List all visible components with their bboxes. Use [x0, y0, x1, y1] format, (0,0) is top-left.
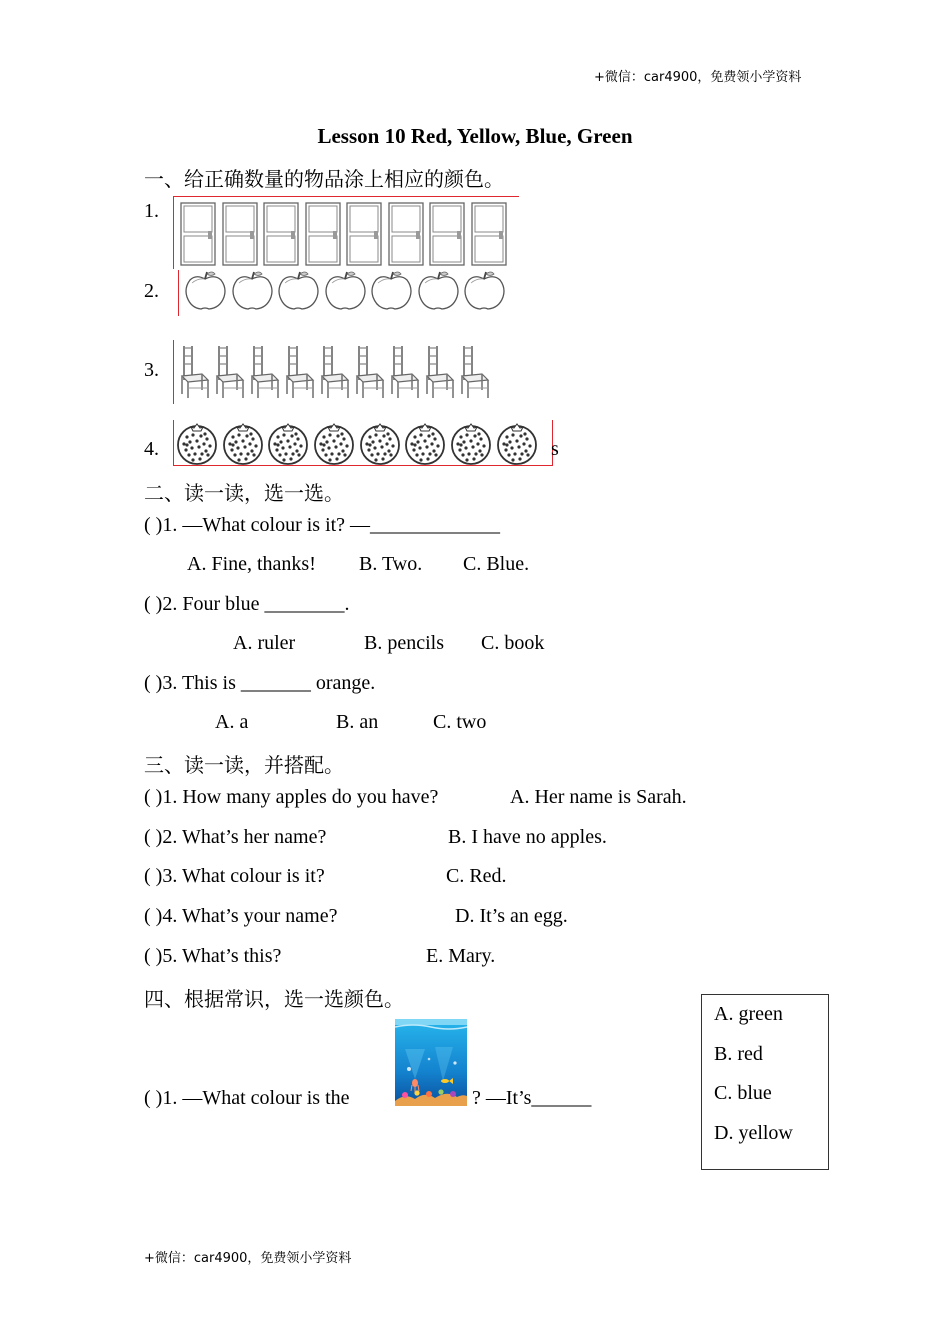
- chair-row: [178, 344, 493, 400]
- section2-heading: 二、读一读，选一选。: [144, 481, 344, 505]
- door-icon: [263, 202, 299, 266]
- chair-icon: [178, 344, 210, 400]
- s3-question-2: ( )2. What’s her name?: [144, 826, 327, 848]
- s2-q1-option-c: C. Blue.: [463, 553, 530, 575]
- s2-q2-option-a: A. ruler: [233, 632, 296, 654]
- s3-answer-a: A. Her name is Sarah.: [510, 786, 687, 808]
- s2-q1-option-b: B. Two.: [359, 553, 423, 575]
- apple-icon: [417, 270, 460, 312]
- s3-question-5: ( )5. What’s this?: [144, 945, 282, 967]
- s3-question-3: ( )3. What colour is it?: [144, 865, 325, 887]
- s3-answer-c: C. Red.: [446, 865, 507, 887]
- row2-frame: [178, 270, 180, 316]
- door-icon: [346, 202, 382, 266]
- chair-icon: [458, 344, 490, 400]
- s3-answer-b: B. I have no apples.: [448, 826, 607, 848]
- orange-icon: [312, 423, 356, 465]
- apple-icon: [324, 270, 367, 312]
- row3-frame: [173, 340, 175, 404]
- s3-answer-e: E. Mary.: [426, 945, 496, 967]
- s2-question-3: ( )3. This is _______ orange.: [144, 672, 376, 694]
- apple-icon: [231, 270, 274, 312]
- door-icon: [388, 202, 424, 266]
- choice-c: C. blue: [714, 1082, 772, 1104]
- apple-icon: [463, 270, 506, 312]
- s2-q1-option-a: A. Fine, thanks!: [187, 553, 316, 575]
- apple-icon: [277, 270, 320, 312]
- row2-number: 2.: [144, 280, 159, 302]
- row3-number: 3.: [144, 359, 159, 381]
- chair-icon: [283, 344, 315, 400]
- s3-question-1: ( )1. How many apples do you have?: [144, 786, 439, 808]
- sea-picture: [395, 1019, 467, 1106]
- chair-icon: [213, 344, 245, 400]
- color-choices-box: [701, 994, 829, 1170]
- door-icon: [429, 202, 465, 266]
- s4-question-1-end: ? —It’s______: [472, 1087, 592, 1109]
- choice-b: B. red: [714, 1043, 763, 1065]
- apple-icon: [184, 270, 227, 312]
- s3-answer-d: D. It’s an egg.: [455, 905, 568, 927]
- s2-q3-option-c: C. two: [433, 711, 487, 733]
- orange-icon: [495, 423, 539, 465]
- apple-icon: [370, 270, 413, 312]
- door-icon: [222, 202, 258, 266]
- s4-question-1-start: ( )1. —What colour is the: [144, 1087, 350, 1109]
- chair-icon: [388, 344, 420, 400]
- chair-icon: [248, 344, 280, 400]
- orange-row: [175, 423, 541, 465]
- page-title: Lesson 10 Red, Yellow, Blue, Green: [317, 124, 633, 148]
- orange-icon: [449, 423, 493, 465]
- door-row: [180, 201, 512, 267]
- chair-icon: [423, 344, 455, 400]
- choice-a: A. green: [714, 1003, 783, 1025]
- orange-icon: [175, 423, 219, 465]
- footer-note: +微信：car4900，免费领小学资料: [144, 1251, 352, 1266]
- chair-icon: [353, 344, 385, 400]
- section1-heading: 一、给正确数量的物品涂上相应的颜色。: [144, 167, 504, 191]
- orange-icon: [221, 423, 265, 465]
- section4-heading: 四、根据常识，选一选颜色。: [144, 987, 404, 1011]
- door-icon: [305, 202, 341, 266]
- s2-q3-option-b: B. an: [336, 711, 379, 733]
- s2-question-1: ( )1. —What colour is it? —_____________: [144, 514, 501, 536]
- orange-icon: [266, 423, 310, 465]
- row1-number: 1.: [144, 200, 159, 222]
- row4-number: 4.: [144, 438, 159, 460]
- s2-q2-option-c: C. book: [481, 632, 545, 654]
- apple-row: [184, 270, 510, 312]
- header-note: +微信：car4900，免费领小学资料: [594, 70, 802, 85]
- choice-d: D. yellow: [714, 1122, 793, 1144]
- s2-q3-option-a: A. a: [215, 711, 249, 733]
- section3-heading: 三、读一读，并搭配。: [144, 753, 344, 777]
- s2-q2-option-b: B. pencils: [364, 632, 444, 654]
- s2-question-2: ( )2. Four blue ________.: [144, 593, 350, 615]
- row4-suffix: s: [551, 438, 559, 460]
- orange-icon: [403, 423, 447, 465]
- chair-icon: [318, 344, 350, 400]
- door-icon: [471, 202, 507, 266]
- s3-question-4: ( )4. What’s your name?: [144, 905, 338, 927]
- door-icon: [180, 202, 216, 266]
- orange-icon: [358, 423, 402, 465]
